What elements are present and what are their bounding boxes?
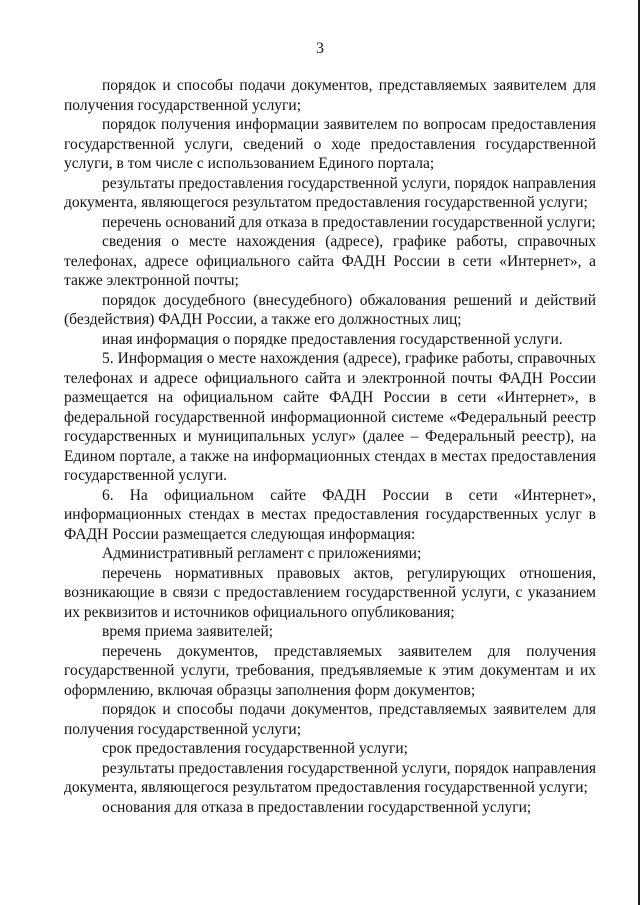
paragraph: перечень документов, представляемых заявителем для получения государственной услуги, требования, предъявляемые к этим документам и их оформлению, включая образцы заполнения форм документов;: [64, 642, 596, 699]
document-body: [64, 76, 596, 817]
page-number: 3: [316, 40, 324, 57]
paragraph: срок предоставления государственной услуги;: [102, 740, 408, 757]
paragraph: порядок и способы подачи документов, представляемых заявителем для получения государственной услуги;: [64, 77, 596, 114]
paragraph: порядок досудебного (внесудебного) обжалования решений и действий (бездействия) ФАДН России, а также его должностных лиц;: [64, 291, 596, 328]
paragraph: Административный регламент с приложениями;: [102, 545, 422, 562]
paragraph: порядок и способы подачи документов, представляемых заявителем для получения государственной услуги;: [64, 701, 596, 738]
paragraph: время приема заявителей;: [102, 623, 274, 640]
paragraph: порядок получения информации заявителем по вопросам предоставления государственной услуги, сведений о ходе предоставления государственной услуги, в том числе с использованием Единого портала;: [64, 116, 596, 172]
paragraph: 5. Информация о месте нахождения (адресе), графике работы, справочных телефонах и адресе официального сайта и электронной почты ФАДН России размещается на официальном сайте ФАДН России в сети «Интернет», в федеральной государственной информационной системе «Федеральный реестр государственных и муниципальных услуг» (далее – Федеральный реестр), на Едином портале, а также на информационных стендах в местах предоставления государственной услуги.: [64, 350, 596, 484]
paragraph: 6. На официальном сайте ФАДН России в сети «Интернет», информационных стендах в местах предоставления государственных услуг в ФАДН России размещается следующая информация:: [64, 486, 596, 543]
paragraph: перечень нормативных правовых актов, регулирующих отношения, возникающие в связи с предоставлением государственной услуги, с указанием их реквизитов и источников официального опубликования;: [64, 564, 596, 621]
paragraph: сведения о месте нахождения (адресе), графике работы, справочных телефонах, адресе официального сайта ФАДН России в сети «Интернет», а также электронной почты;: [64, 233, 596, 289]
paragraph: результаты предоставления государственной услуги, порядок направления документа, являющегося результатом предоставления государственной услуги;: [64, 759, 596, 796]
paragraph: результаты предоставления государственной услуги, порядок направления документа, являющегося результатом предоставления государственной услуги;: [64, 174, 596, 211]
paragraph: основания для отказа в предоставлении государственной услуги;: [102, 798, 532, 816]
paragraph: иная информация о порядке предоставления государственной услуги.: [102, 330, 563, 348]
paragraph: перечень оснований для отказа в предоставлении государственной услуги;: [102, 213, 596, 231]
